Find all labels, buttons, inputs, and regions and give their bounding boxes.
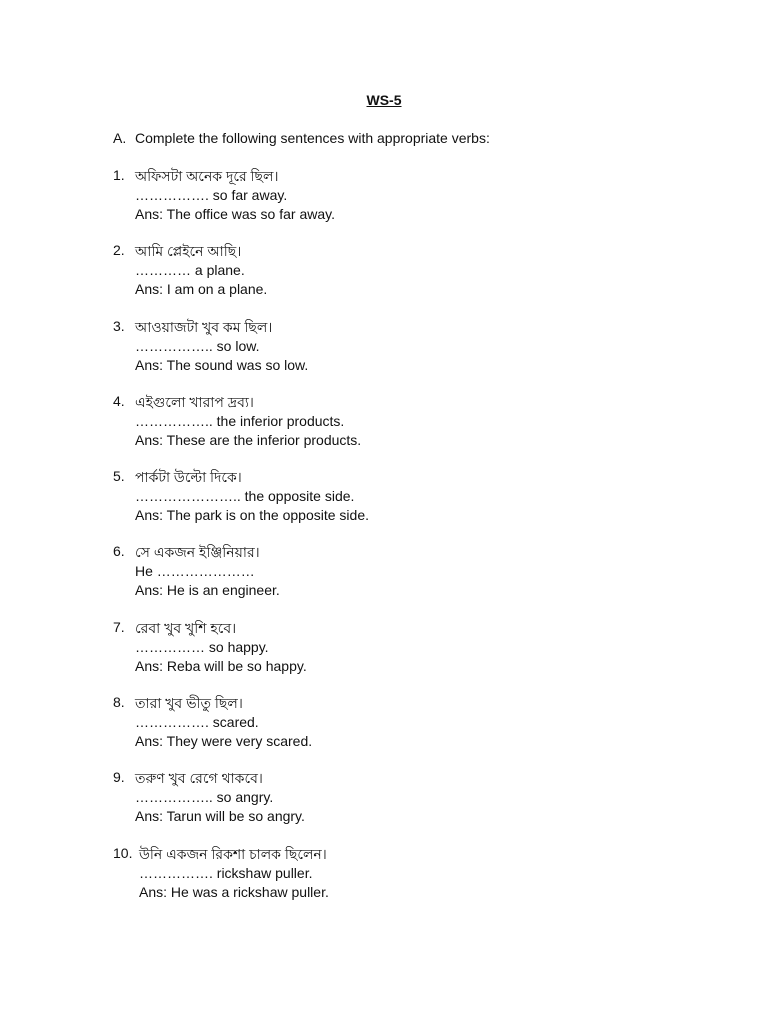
question-bengali: রেবা খুব খুশি হবে।: [135, 620, 237, 636]
question-bengali: আমি প্লেইনে আছি।: [135, 243, 242, 259]
question-blank: ……………. scared.: [135, 714, 259, 730]
question-blank: ………… a plane.: [135, 262, 245, 278]
question-blank: …………….. the inferior products.: [135, 413, 345, 429]
question-answer: Ans: Reba will be so happy.: [135, 658, 307, 674]
question-answer: Ans: Tarun will be so angry.: [135, 808, 305, 824]
question-blank: ………………….. the opposite side.: [135, 488, 355, 504]
question-item: [113, 769, 633, 826]
question-bengali: এইগুলো খারাপ দ্রব্য।: [135, 394, 254, 410]
question-item: [113, 845, 633, 902]
question-item: [113, 619, 633, 676]
instruction-text: Complete the following sentences with appropriate verbs:: [135, 130, 490, 146]
question-number: 9.: [113, 769, 125, 785]
question-item: [113, 468, 633, 525]
question-blank: He …………………: [135, 563, 255, 579]
question-item: [113, 694, 633, 751]
question-item: [113, 543, 633, 600]
question-answer: Ans: He was a rickshaw puller.: [139, 884, 329, 900]
question-bengali: সে একজন ইঞ্জিনিয়ার।: [135, 544, 260, 560]
question-answer: Ans: These are the inferior products.: [135, 432, 362, 448]
question-number: 1.: [113, 167, 125, 183]
question-blank: ……………. rickshaw puller.: [139, 865, 313, 881]
instruction-letter: A.: [113, 130, 127, 146]
question-blank: …………… so happy.: [135, 639, 269, 655]
question-blank: …………….. so angry.: [135, 789, 274, 805]
question-item: [113, 393, 633, 450]
question-number: 5.: [113, 468, 125, 484]
question-bengali: আওয়াজটা খুব কম ছিল।: [135, 319, 273, 335]
question-number: 8.: [113, 694, 125, 710]
question-number: 3.: [113, 318, 125, 334]
question-answer: Ans: The sound was so low.: [135, 357, 309, 373]
question-number: 7.: [113, 619, 125, 635]
question-answer: Ans: The office was so far away.: [135, 206, 335, 222]
question-bengali: তারা খুব ভীতু ছিল।: [135, 695, 243, 711]
question-item: [113, 167, 633, 224]
question-answer: Ans: They were very scared.: [135, 733, 313, 749]
question-blank: ……………. so far away.: [135, 187, 288, 203]
question-answer: Ans: I am on a plane.: [135, 281, 268, 297]
question-item: [113, 318, 633, 375]
question-number: 6.: [113, 543, 125, 559]
instruction: [113, 130, 490, 146]
question-answer: Ans: The park is on the opposite side.: [135, 507, 369, 523]
question-answer: Ans: He is an engineer.: [135, 582, 280, 598]
question-bengali: উনি একজন রিকশা চালক ছিলেন।: [139, 846, 327, 862]
question-number: 10.: [113, 845, 133, 861]
question-blank: …………….. so low.: [135, 338, 260, 354]
question-number: 4.: [113, 393, 125, 409]
question-bengali: তরুণ খুব রেগে থাকবে।: [135, 770, 263, 786]
question-bengali: অফিসটা অনেক দূরে ছিল।: [135, 168, 279, 184]
question-item: [113, 242, 633, 299]
question-bengali: পার্কটা উল্টো দিকে।: [135, 469, 242, 485]
page-title: WS-5: [366, 92, 402, 108]
question-number: 2.: [113, 242, 125, 258]
